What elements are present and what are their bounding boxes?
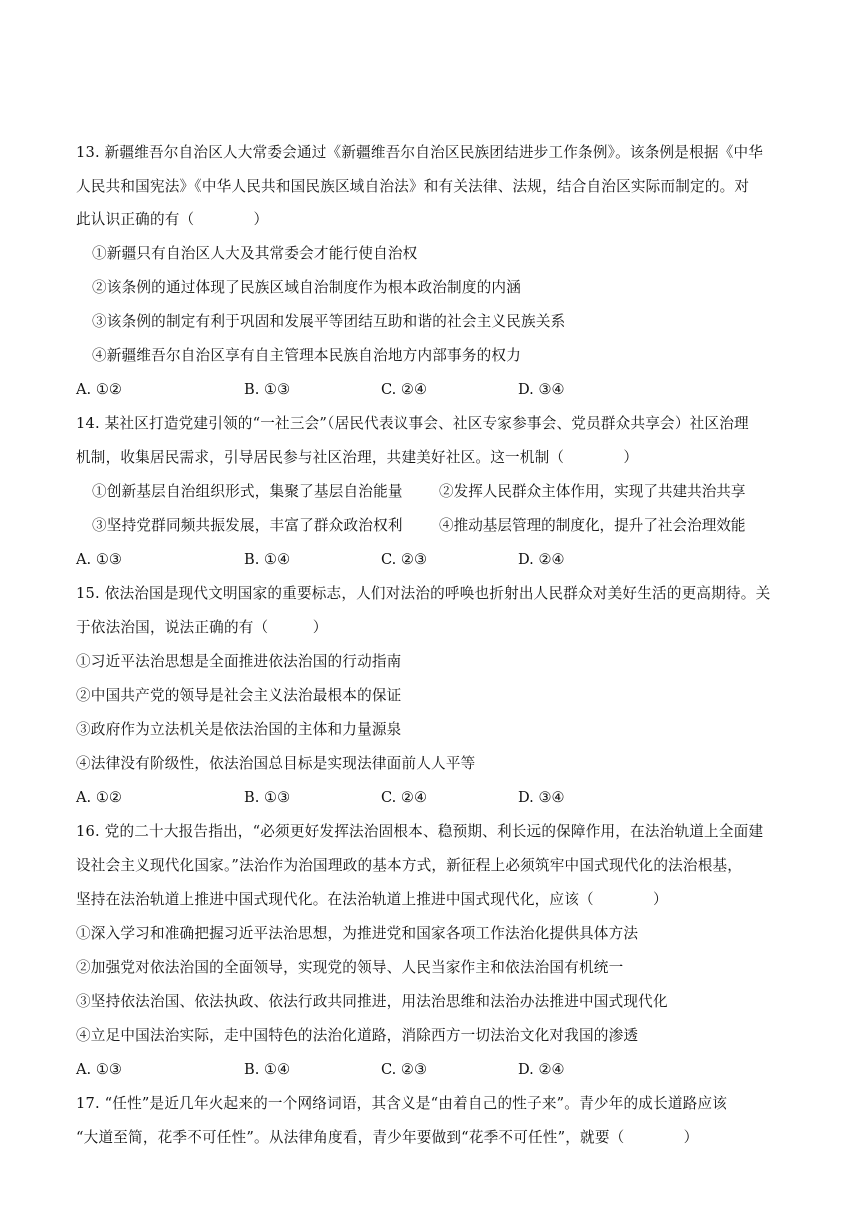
question-13-item-1: ①新疆只有自治区人大及其常委会才能行使自治权 <box>92 245 418 262</box>
question-13-item-3: ③该条例的制定有利于巩固和发展平等团结互助和谐的社会主义民族关系 <box>92 313 566 330</box>
question-13-stem-line-1: 13. 新疆维吾尔自治区人大常委会通过《新疆维吾尔自治区民族团结进步工作条例》。该条例是根据《中华 <box>76 144 764 161</box>
question-17-stem-line-2: “大道至简，花季不可任性”。从法律角度看，青少年要做到“花季不可任性”，就要（ ） <box>76 1129 699 1146</box>
question-14-option-a: A. ①③ <box>76 551 122 568</box>
question-16-item-3: ③坚持依法治国、依法执政、依法行政共同推进，用法治思维和法治办法推进中国式现代化 <box>76 993 668 1010</box>
question-13-option-a: A. ①② <box>76 381 122 398</box>
question-13-option-d: D. ③④ <box>518 381 565 398</box>
question-15-option-c: C. ②④ <box>381 789 428 806</box>
question-15-item-3: ③政府作为立法机关是依法治国的主体和力量源泉 <box>76 721 402 738</box>
question-14-option-d: D. ②④ <box>518 551 565 568</box>
question-14-stem-line-1: 14. 某社区打造党建引领的“一社三会”（居民代表议事会、社区专家参事会、党员群众共享会）社区治理 <box>76 415 749 432</box>
question-14-item-3: ③坚持党群同频共振发展，丰富了群众政治权利 <box>92 517 403 534</box>
question-13-item-4: ④新疆维吾尔自治区享有自主管理本民族自治地方内部事务的权力 <box>92 347 522 364</box>
question-16-item-2: ②加强党对依法治国的全面领导，实现党的领导、人民当家作主和依法治国有机统一 <box>76 959 624 976</box>
question-16-option-a: A. ①③ <box>76 1061 122 1078</box>
question-15-stem-line-2: 于依法治国，说法正确的有（ ） <box>76 619 328 636</box>
question-16-option-d: D. ②④ <box>518 1061 565 1078</box>
question-14-option-c: C. ②③ <box>381 551 428 568</box>
question-15-item-4: ④法律没有阶级性，依法治国总目标是实现法律面前人人平等 <box>76 755 476 772</box>
question-16-item-4: ④立足中国法治实际，走中国特色的法治化道路，消除西方一切法治文化对我国的渗透 <box>76 1027 639 1044</box>
question-17-stem-line-1: 17. “任性”是近几年火起来的一个网络词语，其含义是“由着自己的性子来”。青少年的成长道路应该 <box>76 1095 728 1112</box>
question-16-stem-line-1: 16. 党的二十大报告指出，“必须更好发挥法治固根本、稳预期、利长远的保障作用，在法治轨道上全面建 <box>76 823 764 840</box>
question-14-item-2: ②发挥人民群众主体作用，实现了共建共治共享 <box>439 483 746 500</box>
question-15-option-a: A. ①② <box>76 789 122 806</box>
question-16-stem-line-3: 坚持在法治轨道上推进中国式现代化。在法治轨道上推进中国式现代化，应该（ ） <box>76 891 668 908</box>
question-16-option-b: B. ①④ <box>244 1061 291 1078</box>
question-13-option-c: C. ②④ <box>381 381 428 398</box>
question-13-option-b: B. ①③ <box>244 381 291 398</box>
question-14-item-4: ④推动基层管理的制度化，提升了社会治理效能 <box>439 517 746 534</box>
question-14-option-b: B. ①④ <box>244 551 291 568</box>
question-16-stem-line-2: 设社会主义现代化国家。”法治作为治国理政的基本方式，新征程上必须筑牢中国式现代化的法治根基， <box>76 857 743 874</box>
question-15-stem-line-1: 15. 依法治国是现代文明国家的重要标志，人们对法治的呼唤也折射出人民群众对美好生活的更高期待。关 <box>76 585 771 602</box>
question-13-item-2: ②该条例的通过体现了民族区域自治制度作为根本政治制度的内涵 <box>92 279 522 296</box>
question-14-stem-line-2: 机制，收集居民需求，引导居民参与社区治理，共建美好社区。这一机制（ ） <box>76 449 639 466</box>
question-15-option-d: D. ③④ <box>518 789 565 806</box>
question-15-item-2: ②中国共产党的领导是社会主义法治最根本的保证 <box>76 687 402 704</box>
question-13-stem-line-3: 此认识正确的有（ ） <box>76 211 269 228</box>
question-13-stem-line-2: 人民共和国宪法》《中华人民共和国民族区域自治法》和有关法律、法规，结合自治区实际而制定的。对 <box>76 178 750 195</box>
question-14-item-1: ①创新基层自治组织形式，集聚了基层自治能量 <box>92 483 403 500</box>
question-16-item-1: ①深入学习和准确把握习近平法治思想，为推进党和国家各项工作法治化提供具体方法 <box>76 925 639 942</box>
question-16-option-c: C. ②③ <box>381 1061 428 1078</box>
question-15-option-b: B. ①③ <box>244 789 291 806</box>
question-15-item-1: ①习近平法治思想是全面推进依法治国的行动指南 <box>76 653 402 670</box>
